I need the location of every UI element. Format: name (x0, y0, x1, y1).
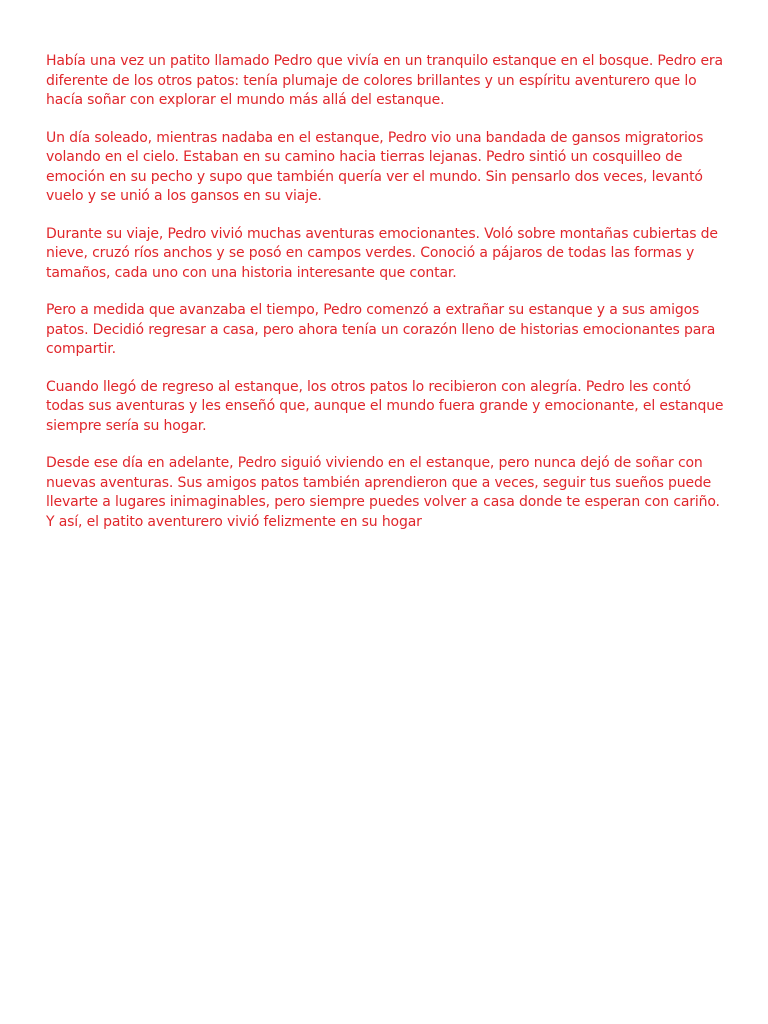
paragraph-1: Había una vez un patito llamado Pedro que vivía en un tranquilo estanque en el bosque. Pedro era diferente de los otros patos: tenía plumaje de colores brillantes y un espíritu aventurero que lo hacía soñar con explorar el mundo más allá del estanque. (46, 53, 723, 108)
paragraph-3: Durante su viaje, Pedro vivió muchas aventuras emocionantes. Voló sobre montañas cubiertas de nieve, cruzó ríos anchos y se posó en campos verdes. Conoció a pájaros de todas las formas y tamaños, cada uno con una historia interesante que contar. (46, 225, 718, 281)
paragraph-6: Desde ese día en adelante, Pedro siguió viviendo en el estanque, pero nunca dejó de soñar con nuevas aventuras. Sus amigos patos también aprendieron que a veces, seguir tus sueños puede llevarte a lugares inimaginables, pero siempre puedes volver a casa donde te esperan con cariño. Y así, el patito aventurero vivió felizmente en su hogar (46, 455, 720, 530)
paragraph-4: Pero a medida que avanzaba el tiempo, Pedro comenzó a extrañar su estanque y a sus amigos patos. Decidió regresar a casa, pero ahora tenía un corazón lleno de historias emocionantes para compartir. (46, 302, 716, 357)
paragraph-2: Un día soleado, mientras nadaba en el estanque, Pedro vio una bandada de gansos migratorios volando en el cielo. Estaban en su camino hacia tierras lejanas. Pedro sintió un cosquilleo de emoción en su pecho y supo que también quería ver el mundo. Sin pensarlo dos veces, levantó vuelo y se unió a los gansos en su viaje. (46, 129, 704, 204)
paragraph-5: Cuando llegó de regreso al estanque, los otros patos lo recibieron con alegría. Pedro les contó todas sus aventuras y les enseñó que, aunque el mundo fuera grande y emocionante, el estanque siempre sería su hogar. (46, 378, 724, 434)
story-text (46, 52, 726, 550)
